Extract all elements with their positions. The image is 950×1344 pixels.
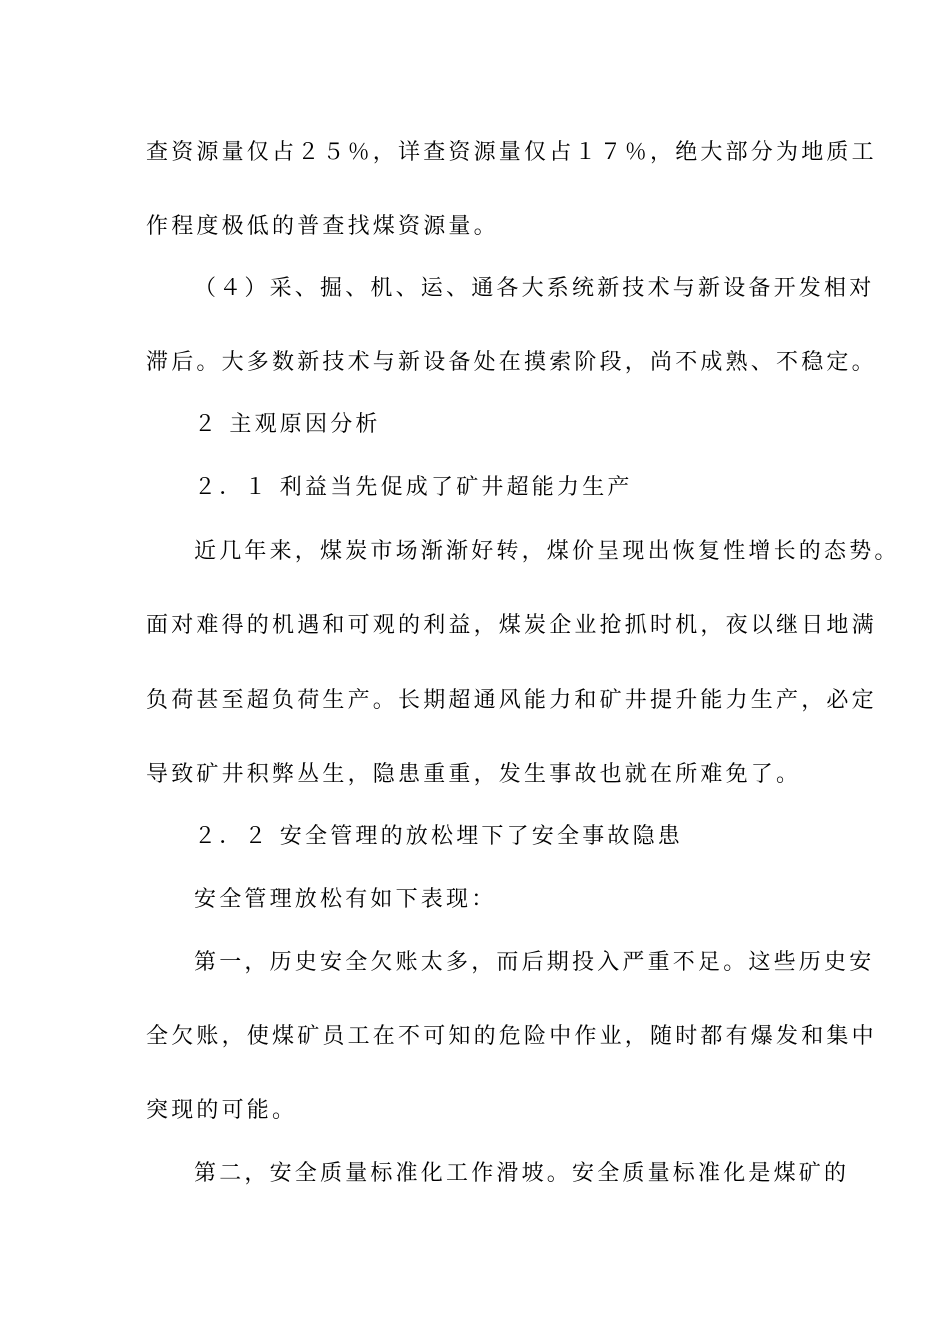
- section-heading: ２ 主观原因分析: [194, 412, 381, 437]
- text-line: 滞后。大多数新技术与新设备处在摸索阶段，尚不成熟、不稳定。: [146, 350, 877, 375]
- text-line: 负荷甚至超负荷生产。长期超通风能力和矿井提升能力生产，必定: [146, 688, 877, 713]
- paragraph-start: 安全管理放松有如下表现：: [194, 887, 497, 912]
- text-line: 突现的可能。: [146, 1098, 298, 1123]
- subsection-heading: ２．２ 安全管理的放松埋下了安全事故隐患: [194, 824, 683, 849]
- text-line: 全欠账，使煤矿员工在不可知的危险中作业，随时都有爆发和集中: [146, 1024, 877, 1049]
- text-line: 面对难得的机遇和可观的利益，煤炭企业抢抓时机，夜以继日地满: [146, 613, 877, 638]
- text-line: 查资源量仅占２５％，详查资源量仅占１７％，绝大部分为地质工: [146, 140, 877, 165]
- paragraph-start: 第一，历史安全欠账太多，而后期投入严重不足。这些历史安: [194, 950, 875, 975]
- text-line: 导致矿井积弊丛生，隐患重重，发生事故也就在所难免了。: [146, 762, 802, 787]
- subsection-heading: ２．１ 利益当先促成了矿井超能力生产: [194, 475, 633, 500]
- paragraph-start: 第二，安全质量标准化工作滑坡。安全质量标准化是煤矿的: [194, 1161, 850, 1186]
- paragraph-start: 近几年来，煤炭市场渐渐好转，煤价呈现出恢复性增长的态势。: [194, 539, 900, 564]
- paragraph-start: （４）采、掘、机、运、通各大系统新技术与新设备开发相对: [194, 276, 875, 301]
- text-line: 作程度极低的普查找煤资源量。: [146, 214, 499, 239]
